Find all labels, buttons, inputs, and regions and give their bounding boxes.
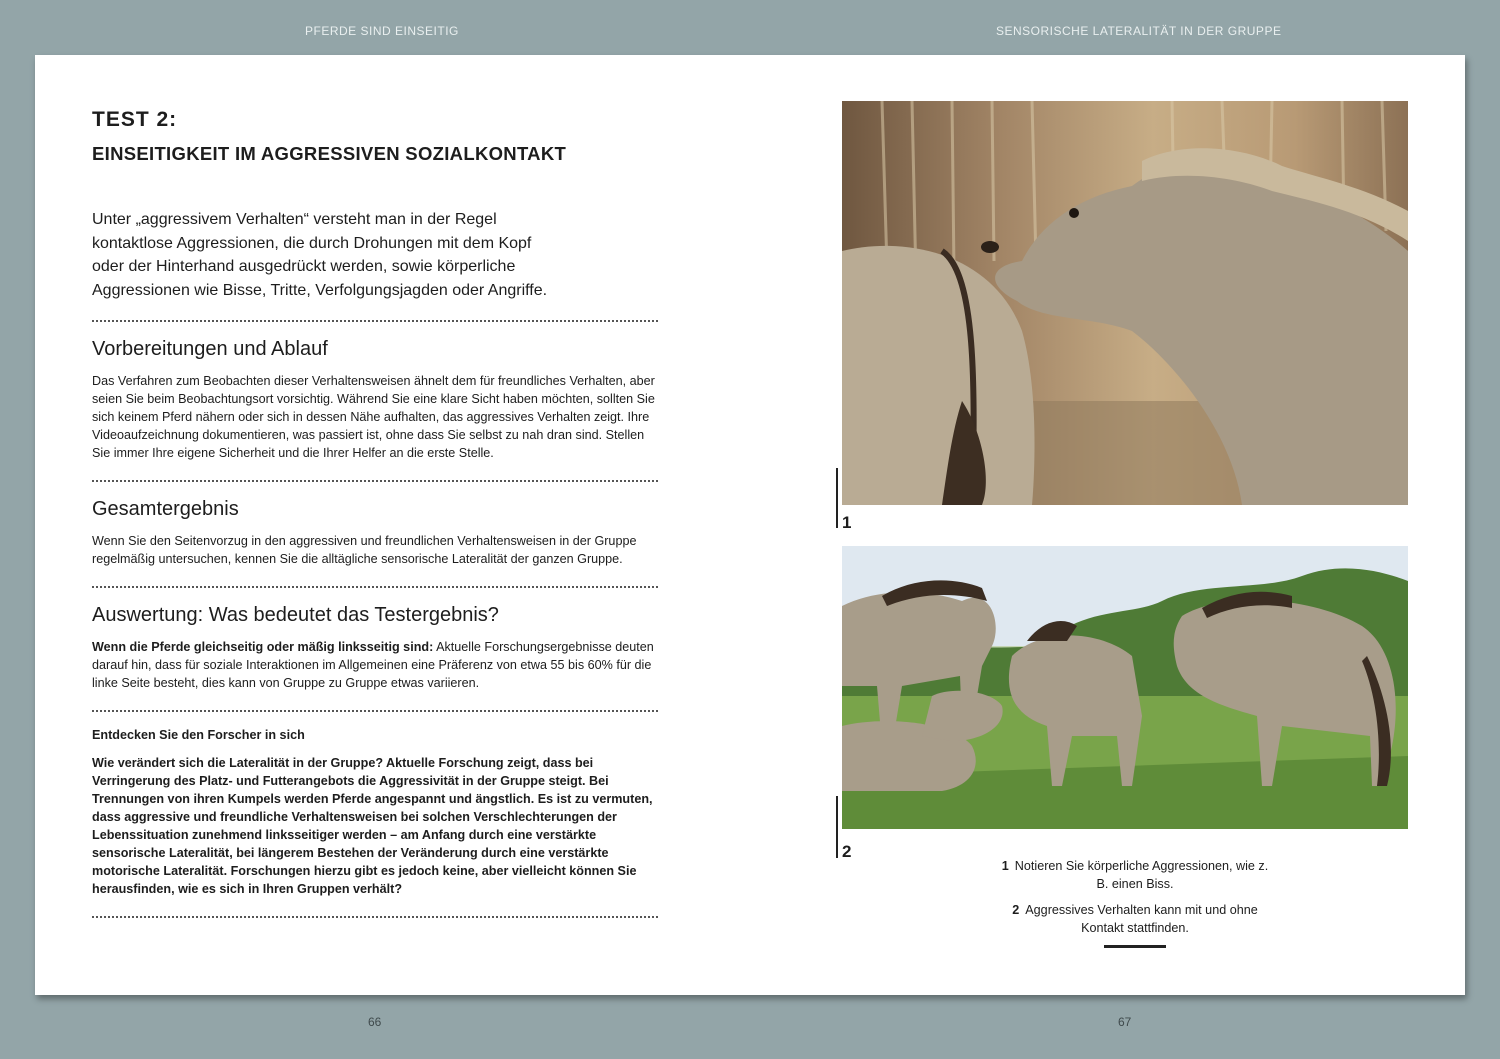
caption-1 (1000, 857, 1270, 893)
dotted-divider (92, 480, 658, 482)
photo-horse-bite (842, 101, 1408, 505)
section-body-evaluation (92, 638, 658, 692)
evaluation-bold-lead: Wenn die Pferde gleichseitig oder mäßig linksseitig sind: (92, 640, 434, 654)
caption-2-text: Aggressives Verhalten kann mit und ohne Kontakt stattfinden. (1025, 903, 1258, 935)
photo-horse-herd-illustration (842, 546, 1408, 829)
caption-end-rule (1104, 945, 1166, 948)
left-page-column (92, 108, 658, 918)
researcher-box-heading: Entdecken Sie den Forscher in sich (92, 728, 305, 742)
photo-horse-bite-illustration (842, 101, 1408, 505)
page-number-left: 66 (368, 1015, 382, 1029)
page-number-right: 67 (1118, 1015, 1132, 1029)
dotted-divider (92, 916, 658, 918)
evaluation-text: Aktuelle Forschungsergebnisse deuten darauf hin, dass für soziale Interaktionen im Allgemeinen eine Präferenz von etwa 55 bis 60% für die linke Seite besteht, dies kann von Gruppe zu Gruppe etwas variieren. (92, 640, 654, 690)
caption-1-text: Notieren Sie körperliche Aggressionen, wie z. B. einen Biss. (1014, 859, 1269, 891)
running-head-left: PFERDE SIND EINSEITIG (305, 24, 459, 38)
photo-1-marker-line (836, 468, 838, 528)
caption-2-number: 2 (1012, 903, 1020, 917)
caption-1-number: 1 (1001, 859, 1009, 873)
photo-2-marker-line (836, 796, 838, 858)
section-heading-preparation: Vorbereitungen und Ablauf (92, 338, 328, 360)
photo-horse-herd (842, 546, 1408, 829)
researcher-box-body: Wie verändert sich die Lateralität in der Gruppe? Aktuelle Forschung zeigt, dass bei Verringerung des Platz- und Futterangebots die Aggressivität in der Gruppe steigt. Bei Trennungen von ihren Kumpels werden Pferde angespannt und ängstlich. Es ist zu vermuten, dass aggressive und freundliche Verhaltensweisen bei solchen Verschlechterungen der Lebenssituation zunehmend linksseitiger werden – am Anfang durch eine verstärkte sensorische Lateralität, bei längerem Bestehen der Veränderung durch eine verstärkte motorische Lateralität. Forschungen hierzu gibt es jedoch keine, aber vielleicht können Sie herausfinden, wie es sich in Ihren Gruppen verhält? (92, 756, 653, 896)
lead-paragraph: Unter „aggressivem Verhalten“ versteht man in der Regel kontaktlose Aggressionen, die durch Drohungen mit dem Kopf oder der Hinterhand ausgedrückt werden, sowie körperliche Aggressionen wie Bisse, Tritte, Verfolgungsjagden oder Angriffe. (92, 211, 548, 299)
section-heading-evaluation: Auswertung: Was bedeutet das Testergebnis? (92, 604, 499, 626)
test-title: TEST 2: (92, 108, 178, 131)
section-body-overall-result: Wenn Sie den Seitenvorzug in den aggressiven und freundlichen Verhaltensweisen in der Gruppe regelmäßig untersuchen, kennen Sie die alltägliche sensorische Lateralität der ganzen Gruppe. (92, 534, 637, 566)
test-subtitle: EINSEITIGKEIT IM AGGRESSIVEN SOZIALKONTAKT (92, 143, 567, 164)
dotted-divider (92, 586, 658, 588)
caption-2 (1000, 901, 1270, 937)
section-body-preparation: Das Verfahren zum Beobachten dieser Verhaltensweisen ähnelt dem für freundliches Verhalten, aber seien Sie beim Beobachtungsort vorsichtig. Während Sie eine klare Sicht haben möchten, sollten Sie sich keinem Pferd nähern oder sich in dessen Nähe aufhalten, das aggressives Verhalten zeigt. Ihre Videoaufzeichnung dokumentieren, was passiert ist, ohne dass Sie selbst zu nah dran sind. Stellen Sie immer Ihre eigene Sicherheit und die Ihrer Helfer an die erste Stelle. (92, 374, 655, 460)
photo-captions (1000, 857, 1270, 948)
section-heading-overall-result: Gesamtergebnis (92, 498, 239, 520)
dotted-divider (92, 710, 658, 712)
dotted-divider (92, 320, 658, 322)
photo-1-number: 1 (842, 513, 852, 532)
photo-2-number: 2 (842, 842, 852, 861)
running-head-right: SENSORISCHE LATERALITÄT IN DER GRUPPE (996, 24, 1282, 38)
